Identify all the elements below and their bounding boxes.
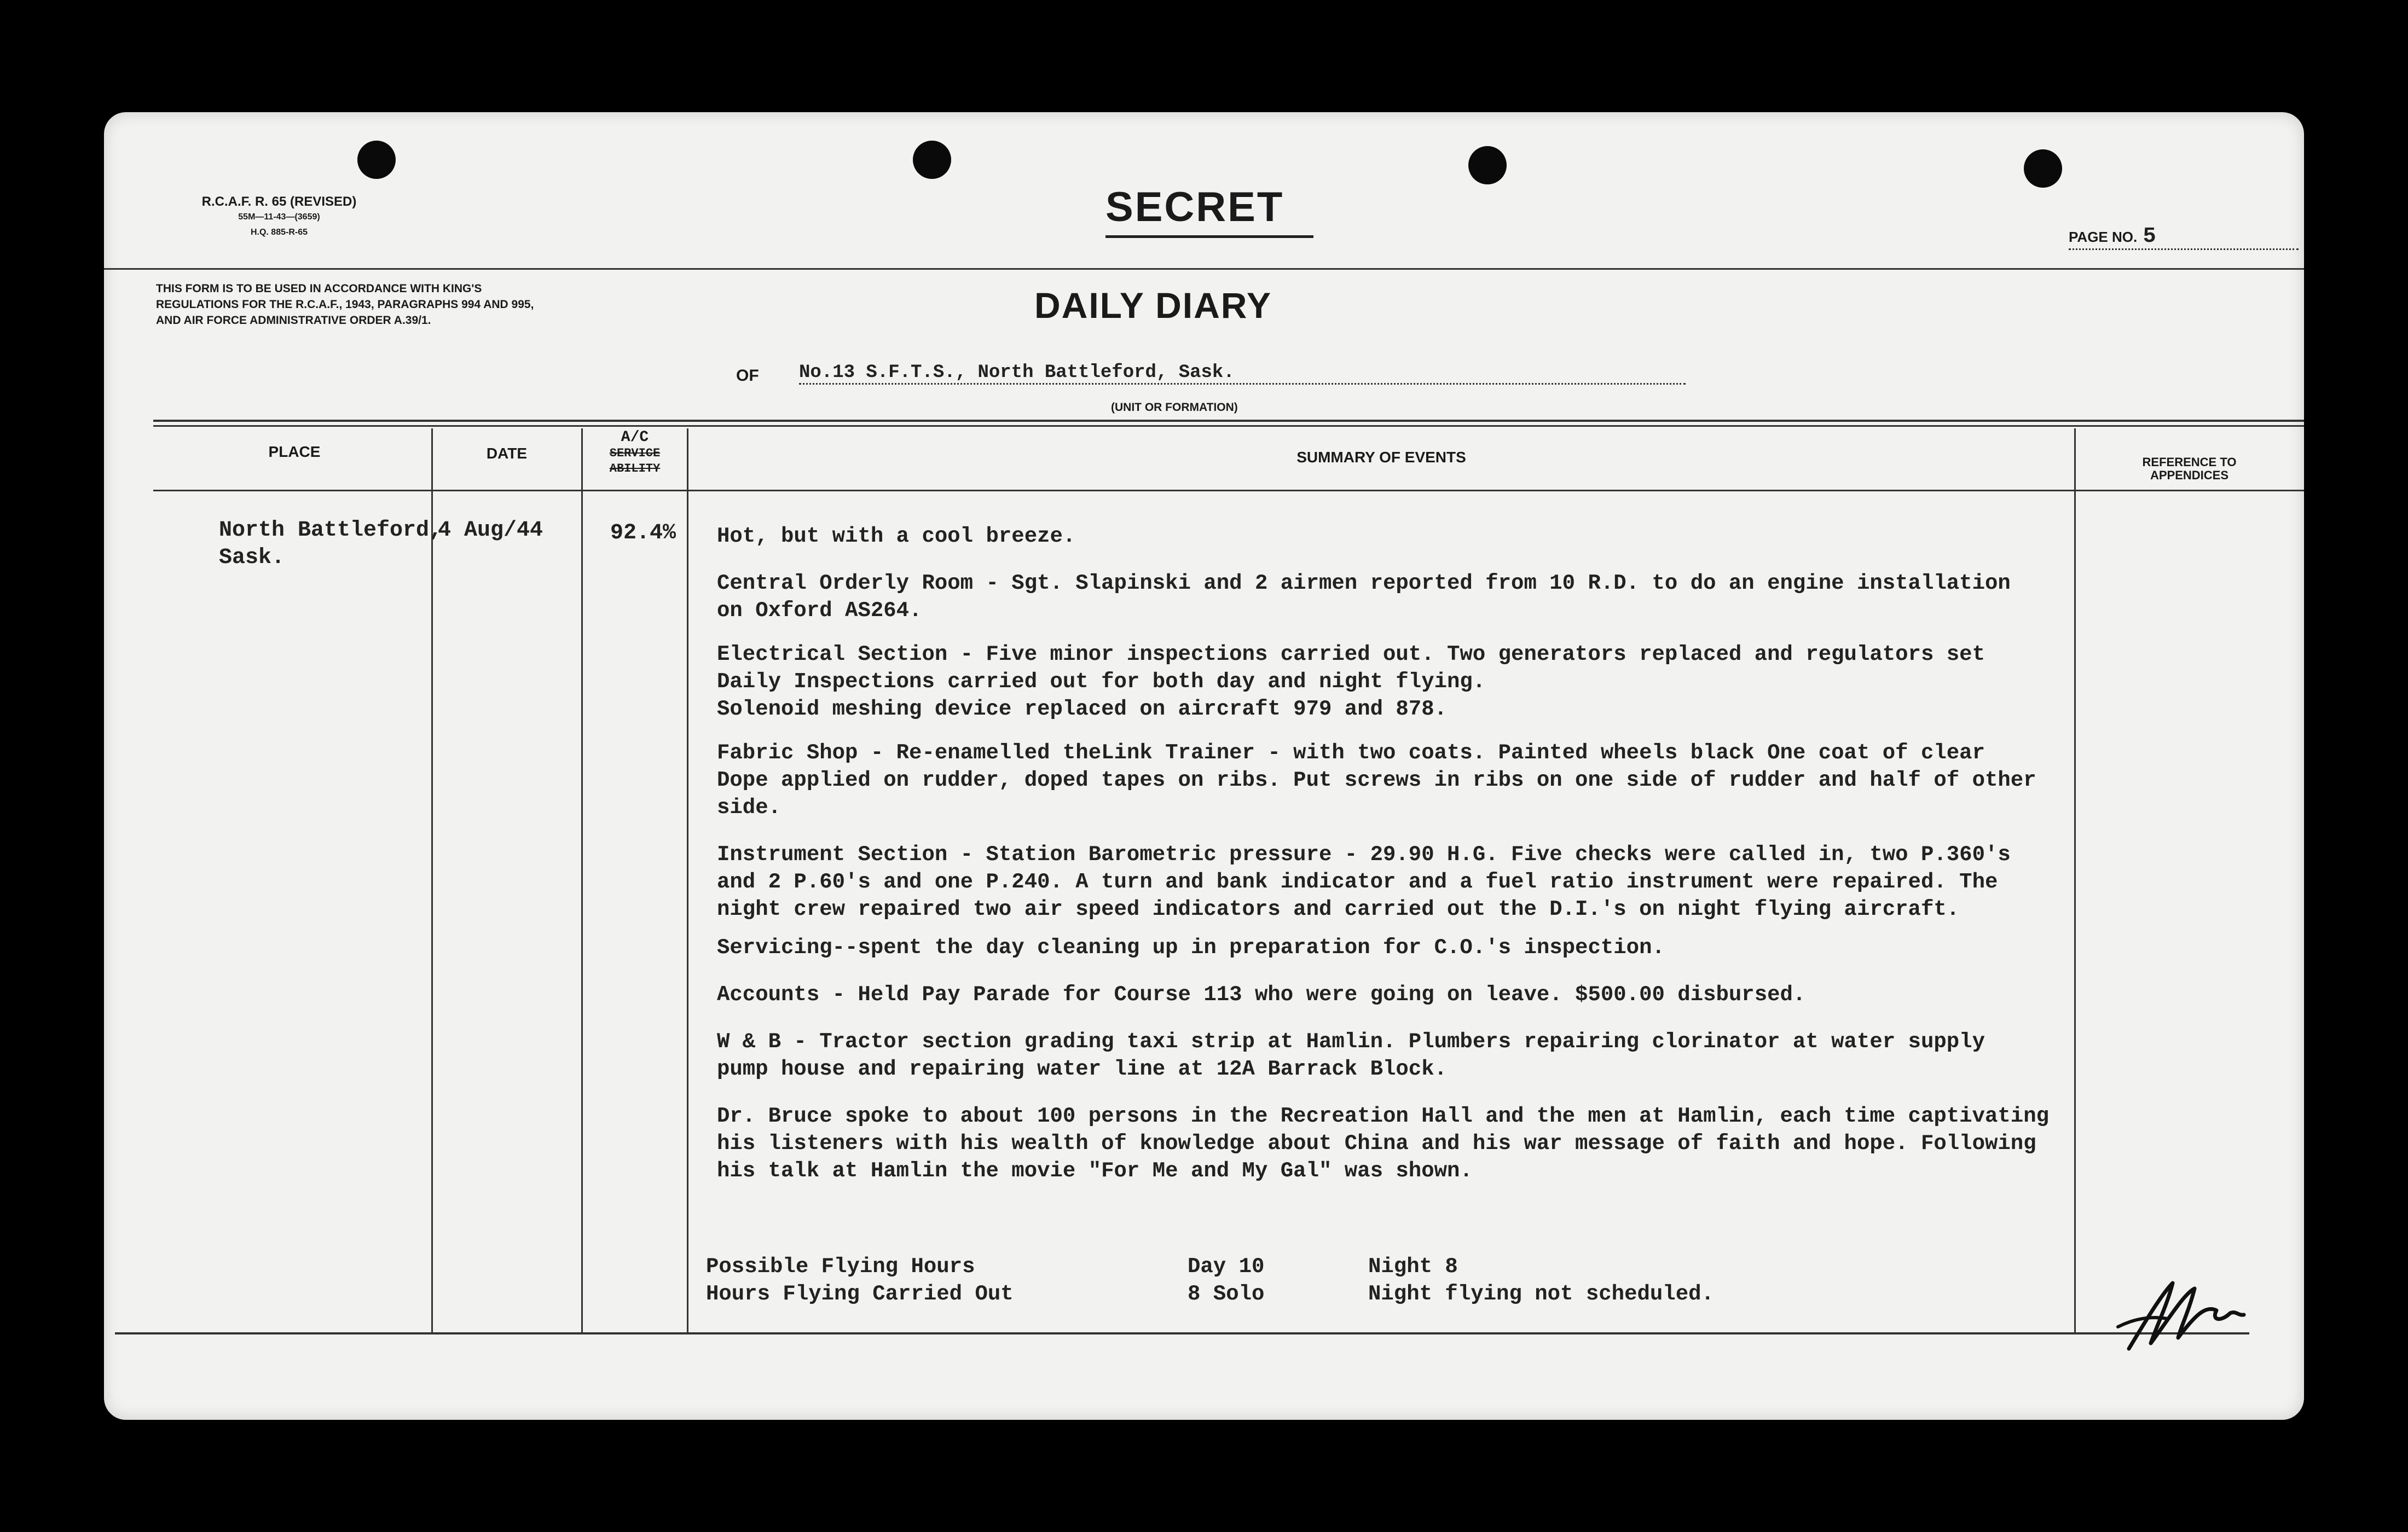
signature-mark [2112, 1272, 2255, 1360]
entry-line: and 2 P.60's and one P.240. A turn and bank indicator and a fuel ratio instrument were repaired. The [717, 870, 1998, 894]
electrical-section-entry [717, 641, 2049, 723]
column-header-summary: SUMMARY OF EVENTS [1296, 449, 1466, 466]
entry-line: Central Orderly Room - Sgt. Slapinski and 2 airmen reported from 10 R.D. to do an engine installation [717, 571, 2011, 595]
accounts-entry: Accounts - Held Pay Parade for Course 113 who were going on leave. $500.00 disbursed. [717, 983, 1806, 1007]
flying-carried-out-label: Hours Flying Carried Out [706, 1282, 1014, 1306]
punch-hole [913, 141, 951, 179]
table-header-rule [153, 490, 2304, 491]
form-id-line: 55M—11-43—(3659) [238, 212, 320, 222]
table-top-rule [153, 425, 2304, 427]
orderly-room-entry [717, 570, 2049, 624]
instrument-section-entry [717, 841, 2049, 923]
form-id-line: R.C.A.F. R. 65 (REVISED) [201, 194, 357, 209]
entry-line: on Oxford AS264. [717, 599, 922, 623]
form-id [164, 194, 394, 240]
entry-line: Daily Inspections carried out for both day and night flying. [717, 670, 1486, 694]
page-label: PAGE NO. [2069, 229, 2138, 245]
entry-serviceability: 92.4% [610, 521, 676, 546]
column-divider [2074, 428, 2076, 1332]
table-top-rule [153, 420, 2304, 422]
punch-hole [2024, 149, 2062, 188]
punch-hole [1468, 146, 1507, 184]
diary-form-card [104, 112, 2304, 1420]
header-rule [104, 268, 2304, 270]
entry-line: night crew repaired two air speed indicators and carried out the D.I.'s on night flying aircraft. [717, 897, 1960, 921]
flying-hours-summary [706, 1253, 2063, 1308]
entry-line: Dope applied on rudder, doped tapes on ribs. Put screws in ribs on one side of rudder and half of other [717, 768, 2036, 792]
column-header-serviceability [583, 430, 687, 477]
of-label: OF [736, 367, 759, 385]
summary-of-events [717, 523, 2049, 1185]
serviceability-header-line: A/C [621, 429, 649, 446]
column-header-reference [2076, 456, 2303, 482]
column-divider [581, 428, 583, 1332]
entry-place-line: North Battleford, [219, 518, 443, 543]
possible-night-hours: Night 8 [1368, 1255, 1458, 1279]
possible-flying-hours-row [706, 1253, 2063, 1280]
lecture-entry [717, 1102, 2049, 1185]
form-title: DAILY DIARY [1034, 285, 1272, 326]
entry-line: W & B - Tractor section grading taxi strip at Hamlin. Plumbers repairing clorinator at water supply [717, 1030, 1985, 1054]
entry-place-line: Sask. [219, 546, 285, 570]
column-header-place: PLACE [268, 443, 321, 460]
entry-line: Electrical Section - Five minor inspections carried out. Two generators replaced and regulators set [717, 642, 1985, 666]
entry-line: Dr. Bruce spoke to about 100 persons in the Recreation Hall and the men at Hamlin, each time captivating [717, 1104, 2049, 1128]
form-id-line: H.Q. 885-R-65 [250, 228, 308, 237]
carried-day-hours: 8 Solo [1188, 1282, 1265, 1306]
entry-line: Solenoid meshing device replaced on aircraft 979 and 878. [717, 697, 1448, 721]
unit-caption: (UNIT OR FORMATION) [1111, 401, 1238, 414]
unit-field [736, 362, 1235, 385]
flying-carried-out-row [706, 1280, 2063, 1308]
form-instructions: THIS FORM IS TO BE USED IN ACCORDANCE WITH KING'S REGULATIONS FOR THE R.C.A.F., 1943, PARAGRAPHS 994 AND 995, AND AIR FORCE ADMINISTRATIVE ORDER A.39/1. [156, 282, 534, 327]
entry-line: his talk at Hamlin the movie "For Me and My Gal" was shown. [717, 1159, 1473, 1183]
fabric-shop-entry [717, 739, 2049, 821]
servicing-entry: Servicing--spent the day cleaning up in preparation for C.O.'s inspection. [717, 936, 1665, 960]
possible-flying-hours-label: Possible Flying Hours [706, 1255, 975, 1279]
entry-date: 4 Aug/44 [438, 518, 543, 543]
column-header-date: DATE [486, 445, 528, 462]
serviceability-header-line: SERVICE [609, 446, 661, 460]
entry-line: side. [717, 796, 782, 820]
table-bottom-rule [115, 1332, 2249, 1334]
entry-line: Instrument Section - Station Barometric pressure - 29.90 H.G. Five checks were called in, two P.360's [717, 843, 2011, 867]
page-number-field [2069, 224, 2299, 250]
page-number: 5 [2143, 224, 2156, 249]
unit-name: No.13 S.F.T.S., North Battleford, Sask. [799, 362, 1686, 385]
classification-underline [1105, 235, 1313, 238]
column-divider [687, 428, 688, 1332]
serviceability-header-line: ABILITY [609, 462, 661, 475]
classification-heading: SECRET [1105, 184, 1284, 230]
carried-night-hours: Night flying not scheduled. [1368, 1282, 1714, 1306]
reference-header-line: REFERENCE TO [2142, 455, 2237, 469]
weather-note: Hot, but with a cool breeze. [717, 524, 1076, 548]
possible-day-hours: Day 10 [1188, 1255, 1265, 1279]
entry-line: his listeners with his wealth of knowledge about China and his war message of faith and hope. Following [717, 1131, 2036, 1156]
works-buildings-entry [717, 1028, 2049, 1083]
entry-place [219, 517, 442, 572]
entry-line: pump house and repairing water line at 12A Barrack Block. [717, 1057, 1448, 1081]
entry-line: Fabric Shop - Re-enamelled theLink Trainer - with two coats. Painted wheels black One coat of clear [717, 741, 1985, 765]
punch-hole [357, 141, 396, 179]
reference-header-line: APPENDICES [2150, 468, 2229, 482]
